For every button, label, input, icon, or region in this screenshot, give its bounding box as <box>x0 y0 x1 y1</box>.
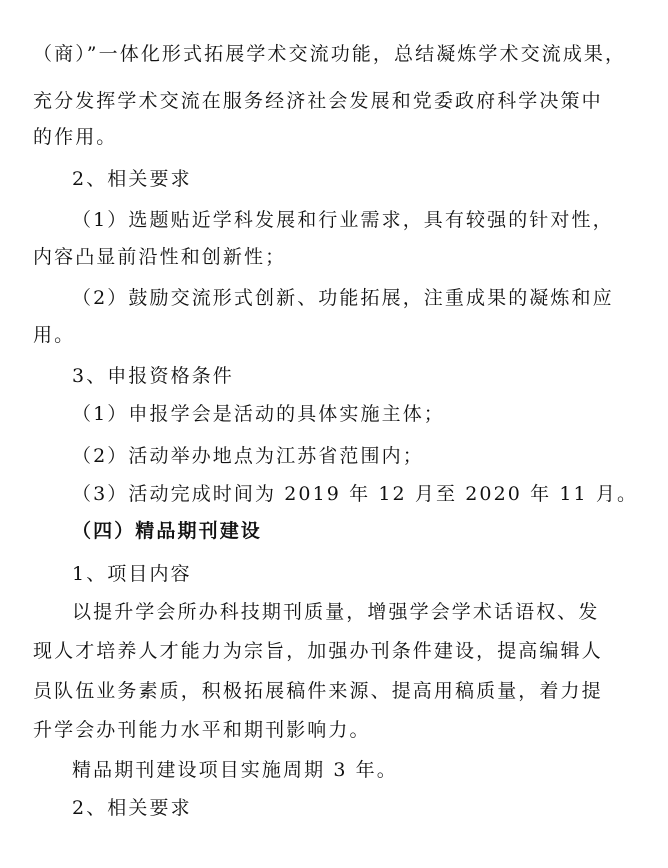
list-item: （2）鼓励交流形式创新、功能拓展，注重成果的凝炼和应 <box>72 287 614 309</box>
section-heading: 2、相关要求 <box>72 168 192 190</box>
paragraph-line: 精品期刊建设项目实施周期 3 年。 <box>72 759 398 781</box>
paragraph-line: 内容凸显前沿性和创新性； <box>33 246 287 268</box>
list-item: （1）申报学会是活动的具体实施主体； <box>72 403 445 425</box>
paragraph-line: 以提升学会所办科技期刊质量，增强学会学术话语权、发 <box>72 601 600 623</box>
chapter-heading: （四）精品期刊建设 <box>72 520 262 542</box>
list-item: （3）活动完成时间为 2019 年 12 月至 2020 年 11 月。 <box>72 483 639 505</box>
paragraph-line: 现人才培养人才能力为宗旨，加强办刊条件建设，提高编辑人 <box>33 640 603 662</box>
paragraph-line: 充分发挥学术交流在服务经济社会发展和党委政府科学决策中 <box>33 90 603 112</box>
paragraph-line: （商）”一体化形式拓展学术交流功能，总结凝炼学术交流成果， <box>33 43 627 65</box>
section-heading: 2、相关要求 <box>72 797 192 819</box>
paragraph-line: 用。 <box>33 324 76 346</box>
list-item: （1）选题贴近学科发展和行业需求，具有较强的针对性， <box>72 209 614 231</box>
paragraph-line: 员队伍业务素质，积极拓展稿件来源、提高用稿质量，着力提 <box>33 680 603 702</box>
section-heading: 1、项目内容 <box>72 563 192 585</box>
section-heading: 3、申报资格条件 <box>72 365 234 387</box>
paragraph-line: 升学会办刊能力水平和期刊影响力。 <box>33 719 371 741</box>
paragraph-line: 的作用。 <box>33 126 118 148</box>
list-item: （2）活动举办地点为江苏省范围内； <box>72 445 424 467</box>
